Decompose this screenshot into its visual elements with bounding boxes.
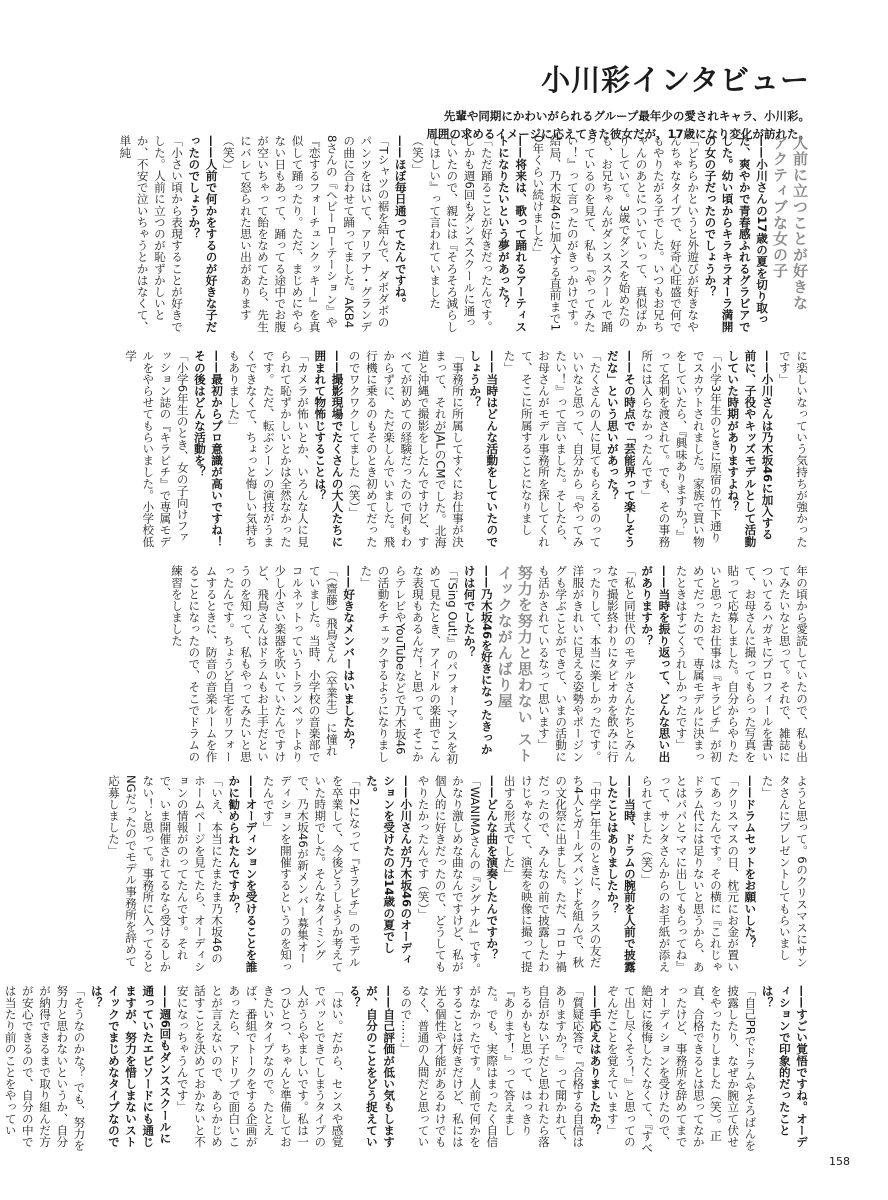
question: ——ほぼ毎日通ってたんですね。 xyxy=(393,135,408,309)
answer: に楽しいなっていう気持ちが強かったです」 xyxy=(777,350,809,548)
text-tier-5 xyxy=(3,985,810,1155)
answer: 「どちらかというと外遊びが好きなやんちゃなタイプで、好奇心旺盛で何でもやりたがる子でした。いつもお兄ちゃんのあとについていって、真似ばかりしていて。3歳でダンスを始めたのも、お兄ちゃんがダンススクールで踊っているのを見て、私も『やってみたい！』って言ったのがきっかけです。結局、乃木坂46に加入する直前まで10年くらい続けました」 xyxy=(531,135,701,333)
answer: 「事務所に所属してすぐにお仕事が決まって、それがJALのCMでした。北海道と沖縄で撮影をしたんですけど、すべてが初めての経験だったので何もわからずに、ただ楽しんでいました。飛行機に乗るのもそのとき初めてだったのでワクワクしてました（笑）」 xyxy=(347,350,465,549)
answer: 「カメラが怖いとか、いろんな人に見られて恥ずかしいとかは全然なかったです。ただ、転ぶシーンの演技がうまくできなくて、ちょっと悔しい気持ちもありました」 xyxy=(227,350,311,548)
question: ——オーディションを受けることを誰かに勧められたんですか？ xyxy=(227,775,259,973)
section-heading: 努力を努力と思わない ストイックながんばり屋 xyxy=(495,565,534,764)
question: ——当時を振り返って、どんな思い出がありますか？ xyxy=(640,565,672,763)
question: ——すごい覚悟ですね。オーディションで印象的だったことは？ xyxy=(760,985,809,1148)
answer: 「小さい頃から表現することが好きでした。人前に立つのが恥ずかしいとか、不安で泣いちゃうとかはなくて、単純 xyxy=(118,135,185,333)
answer: 「クリスマスの日、枕元にお金が置いてあったんです。その横に『これじゃドラム代には足りないと思うから、あとはパパとママに出してもらってね』って、サンタさんからのお手紙が添えられてました（笑）」 xyxy=(640,775,741,973)
question: ——小川さんが乃木坂46のオーディションを受けたのは14歳の夏でした。 xyxy=(364,775,414,966)
answer: 「（齋藤）飛鳥さん（卒業生）に憧れていました。当時、小学校の音楽部でコルネットっていうトランペットより少し小さい楽器を吹いていたんですけど、飛鳥さんはドラムもお上手だというのを知って、私もやってみたいと思ったんです。ちょうど自宅をリフォームするときに、防音の音楽ルームを作ることになったので、そこでドラムの練習をしました xyxy=(170,565,339,763)
question: ——どんな曲を演奏したんですか？ xyxy=(485,775,500,961)
question: ——手応えはありましたか？ xyxy=(588,985,603,1136)
answer: 「はい。だから、センスや感覚でパッとできてしまうタイプの人がうらやましいです。私は一つひとつ、ちゃんと準備しておきたいタイプなので。たとえば、番組でトークをする企画があったら、アドリブで面白いことが言えないので、あらかじめ話すことを決めておかないと不安になっちゃうんです」 xyxy=(175,985,345,1148)
article-title: 小川彩インタビュー xyxy=(541,63,810,97)
text-tier-1 xyxy=(80,135,810,335)
question: ——撮影現場でたくさんの大人たちに囲まれて物怖じすることは？ xyxy=(313,350,345,548)
question: ——乃木坂46を好きになったきっかけは何でしたか？ xyxy=(462,565,494,756)
text-tier-2 xyxy=(80,350,810,550)
answer: 「小学6年生のとき、女の子向けファッション誌の『キラピチ』で専属モデルをやらせてもらいました。小学校低学 xyxy=(124,350,190,548)
answer: 「中学1年生のときに、クラスの友だち4人とガールズバンドを組んで、秋の文化祭に出ました。ただ、コロナ禍だったので、みんなの前で披露したわけじゃなくて、演奏を映像に撮って提出する形式でした」 xyxy=(502,775,603,973)
question: ——小川さんは乃木坂46に加入する前に、子役やキッズモデルとして活動していた時期がありますよね？ xyxy=(726,350,775,548)
answer: 「WANIMAさんの『シグナル』です。かなり激しめな曲なんですけど、私が個人的に好きだったので、どうしてもやりたかったんです（笑）」 xyxy=(416,775,483,975)
section-heading: 人前に立つことが好きな アクティブな女の子 xyxy=(771,135,809,311)
answer: 「中2になって『キラピチ』のモデルを卒業して、今後どうしようか考えていた時期でした。そんなタイミングで、乃木坂46が新メンバー募集オーディションを開催するというのを知ったんです」 xyxy=(261,775,362,973)
question: ——好きなメンバーはいましたか？ xyxy=(342,565,357,751)
answer: 年の頃から愛読していたので、私も出てみたいなと思って。それで、雑誌についてるハガキにプロフィールを書いて、お母さんに撮ってもらった写真を貼って応募しました。自分からやりたいと思ったお仕事は『キラピチ』が初めてだったので、専属モデルに決まったときはすごくうれしかったです」 xyxy=(674,565,809,763)
question: ——その時点で「芸能界って楽しそうだな」という思いがあった？ xyxy=(605,350,637,548)
question: ——将来は、歌って踊れるアーティストになりたいという夢があった？ xyxy=(496,135,529,333)
lead-line-1: 先輩や同期にかわいがられるグループ最年少の愛されキャラ、小川彩。 xyxy=(443,109,810,123)
answer: 「そうなのかな？ でも、努力を努力と思わないというか、自分が納得できるまで取り組んだ方が安心できるので、自分の中では当たり前のことをやってい xyxy=(3,985,87,1152)
page-number: 158 xyxy=(829,1155,850,1168)
lead-line-2: 周囲の求めるイメージに応えてきた彼女だが、17歳になり変化が訪れた。 xyxy=(426,127,810,141)
question: ——人前で何かをするのが好きな子だったのでしょうか？ xyxy=(187,135,219,333)
answer: 「私と同世代のモデルさんたちとみんなで撮影終わりにタピオカを飲みに行ったりして、本当に楽しかったです。洋服がきれいに見える姿勢やポージングも学ぶことができて、いまの活動にも活かされているなって思います」 xyxy=(536,565,637,763)
question: ——自己評価が低い気もしますが、自分のことをどう捉えている？ xyxy=(347,985,397,1148)
answer: 「質疑応答で『合格する自信はありますか？』って聞かれて、自信がない子だと思われたら落ちるかもと思って、はっきり『あります！』って答えました。でも、実際はまったく自信がなかったです。人前で何かをすることは好きだけど、私には光る個性や才能があるわけでもなく、普通の人間だと思っているので……」 xyxy=(399,985,586,1148)
question: ——ドラムセットをお願いした？ xyxy=(743,775,758,949)
answer: ようと思って。6のクリスマスにサンタさんにプレゼントしてもらいました」 xyxy=(760,775,809,968)
text-tier-4 xyxy=(80,775,810,975)
question: ——小川さんの17歳の夏を切り取った、爽やかで青春感ふれるグラビアでした。幼い頃からキラキラオーラ満開の女の子だったのでしょうか？ xyxy=(703,135,769,333)
answer: 「たくさんの人に見てもらえるのっていいなと思って、自分から『やってみたい！』って言いました。そしたら、お母さんがモデル事務所を探してくれて、そこに所属することになりました」 xyxy=(502,350,603,548)
answer: 「自己PRでドラムやそろばんを披露したり、なぜか腕立て伏せをやったりしました（笑）。正直、合格できるとは思ってなかったけど、事務所を辞めてまでオーディションを受けたので、絶対に後悔したくなくて、『すべて出し尽くそう！』と思ってのぞんだことを覚えています」 xyxy=(605,985,758,1154)
answer: 「ただ踊ることが好きだったんです。しかも週6回もダンススクールに通っていたので、親には『そろそろ減らしてほしい』って言われていました（笑）」 xyxy=(410,135,494,333)
answer: 「いえ、本当にたまたま乃木坂46のホームページを見てたら、オーディションの情報がのってたんです。それで、いま開催されてるなら受けるしかない！と思って。事務所に入ってるとNGだったのでモデル事務所を辞めて応募しました」 xyxy=(106,775,225,973)
article-header xyxy=(426,58,810,143)
question: ——当時はどんな活動をしていたのでしょうか？ xyxy=(468,350,500,548)
answer: 「『Sing Out!』のパフォーマンスを初めて見たとき、アイドルの楽曲でこんな表現もあるんだ！と思って。そこからテレビやYouTubeなどで乃木坂46の活動をチェックするようになりました」 xyxy=(359,565,460,765)
question: ——当時、ドラムの腕前を人前で披露したことはありましたか？ xyxy=(605,775,637,973)
text-tier-3 xyxy=(80,565,810,765)
answer: 「Tシャツの裾を結んで、ダボダボのパンツをはいて、アリアナ・グランデの曲に合わせて踊ってました。AKB48さんの『ヘビーローテーション』や『恋するフォーチュンクッキー』を真似して踊ったり。ただ、まじめにやらない日もあって、踊ってる途中でお腹が空いちゃって飴をなめてたら、先生にバレて怒られた思い出があります（笑）」 xyxy=(221,135,391,333)
answer: 「小学3年生のときに原宿の竹下通りでスカウトされました。家族で買い物をしていたら、『興味ありますか？』って名刺を渡されて。でも、その事務所には入らなかったんです」 xyxy=(640,350,723,548)
question: ——週6回もダンススクールに通っていたエピソードにも通じますが、努力を惜しまないストイックでまじめなタイプなのでは？ xyxy=(89,985,173,1148)
question: ——最初からプロ意識が高いですね！その後はどんな活動を？ xyxy=(192,350,225,548)
